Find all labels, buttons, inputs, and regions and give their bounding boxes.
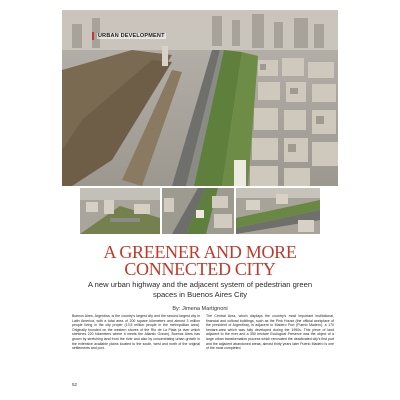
title-line-1: A GREENER AND MORE — [103, 242, 297, 262]
article-title — [62, 244, 338, 278]
thumbnail-photo-1 — [80, 188, 160, 234]
aerial-city-photo — [62, 10, 338, 186]
title-line-2: CONNECTED CITY — [124, 259, 276, 279]
photo-strip — [62, 188, 338, 244]
article-subtitle: A new urban highway and the adjacent system of pedestrian green spaces in Buenos Aires City — [87, 280, 313, 299]
thumbnail-photo-3 — [236, 188, 320, 234]
author-byline: By: Jimena Martignoni — [172, 306, 228, 312]
page-number: 52 — [72, 382, 78, 387]
magazine-page — [62, 10, 338, 390]
thumbnail-photo-2 — [162, 188, 234, 234]
section-label: URBAN DEVELOPMENT — [98, 33, 165, 39]
section-accent-bar — [92, 32, 94, 40]
body-column-left: Buenos Aires, Argentina, is the country's largest city and the second largest city in Latin America, with a total area of 200 square kilometers and almost 3 million people living in the city proper (13.5 million people in the metropolitan area). Originally founded on the western shores of the Rio de La Plata (a river which stretches 220 kilometers where it meets the Atlantic Ocean), Buenos Aires has grown by stretching land from the river and also by concentrating urban growth in the extensive available plains located to the south, west and north of the original settlements and port. — [72, 314, 200, 351]
body-column-right: The Central Area, which displays the country's most important institutional, financial and cultural buildings, such as the Pink House (the official workplace of the president of Argentina), is adjacent to Madero Port (Puerto Madero), a 170 hectare-area which was fully developed during the 1990s. This piece of land adjacent to the river and a 350 hectare Ecological Preserve was the object of a large urban transformation process which renovated the deactivated city's first port and the adjacent abandoned areas; almost thirty years later Puerto Madero is one of the most completed. — [206, 314, 334, 351]
section-tag — [92, 32, 166, 40]
